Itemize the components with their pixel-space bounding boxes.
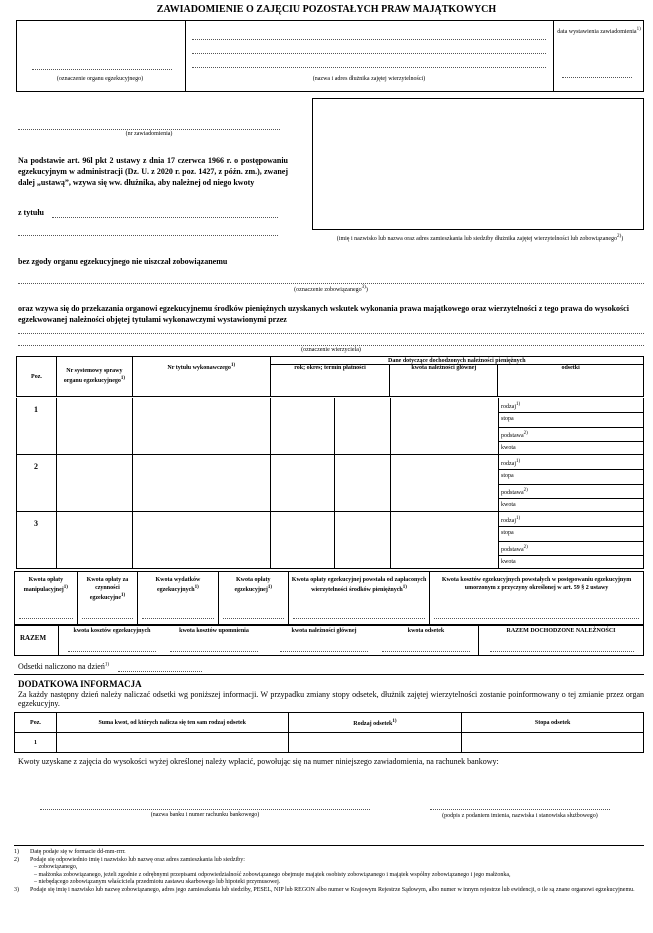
fee-label: Kwota opłaty za czynności egzekucyjne$^{1)}$ — [86, 577, 129, 601]
fee-cell[interactable] — [430, 572, 644, 626]
table-cell[interactable] — [133, 512, 269, 568]
fee-cell[interactable] — [77, 572, 138, 626]
debtor-line-2[interactable] — [192, 52, 546, 54]
table-cell[interactable] — [57, 512, 131, 568]
odsetki-kwota-label: kwota — [501, 444, 516, 451]
col-nr-sprawy: Nr systemowy sprawy organu egzekucyjnego$^{1)}$ — [56, 357, 132, 397]
table-cell[interactable] — [391, 512, 497, 568]
interest-date-field[interactable] — [118, 670, 202, 672]
odsetki-podstawa-label: podstawa$^{2)}$ — [501, 487, 528, 496]
no-consent-text: bez zgody organu egzekucyjnego nie uiszczał zobowiązanemu — [18, 257, 228, 266]
table-cell[interactable] — [133, 398, 269, 454]
col-kwota: kwota należności głównej — [390, 365, 498, 397]
debtor-line-3[interactable] — [192, 66, 546, 68]
z-tytulu-field[interactable] — [52, 216, 278, 218]
table-cell[interactable] — [271, 455, 333, 511]
call-text: oraz wzywa się do przekazania organowi egzekucyjnemu środków pieniężnych uzyskanych wskutek wykonania prawa majątkowego oraz wierzytelności z tego prawa do wysokości egzekwowanej należności objętej tytułami wykonawczymi wystawionymi przez — [18, 304, 629, 324]
table-cell[interactable] — [271, 398, 333, 454]
group-header: Dane dotyczące dochodzonych należności pieniężnych — [270, 357, 643, 365]
fee-label: Kwota kosztów egzekucyjnych powstałych w postępowaniu egzekucyjnym umorzonym z przyczyny określonej w art. 59 § 2 ustawy — [441, 577, 632, 591]
debtor-label: (nazwa i adres dłużnika zajętej wierzytelności) — [312, 76, 426, 82]
table-cell[interactable] — [335, 455, 389, 511]
interest-col-rodzaj: Rodzaj odsetek$^{1)}$ — [288, 713, 462, 733]
interest-cell-suma[interactable] — [56, 733, 288, 753]
interest-col-stopa: Stopa odsetek — [462, 713, 644, 733]
bank-field[interactable] — [40, 808, 370, 810]
z-tytulu-label: z tytułu — [18, 208, 44, 217]
fee-label: Kwota opłaty egzekucyjnej powstała od zapłaconych wierzytelności środków pieniężnych$^{1)}$ — [291, 577, 427, 593]
payment-text: Kwoty uzyskane z zajęcia do wysokości wyżej określonej należy wpłacić, powołując się na numer niniejszego zawiadomienia, na rachunek bankowy: — [18, 757, 499, 766]
obligor-label: (oznaczenie zobowiązanego$^{3)}$) — [294, 285, 368, 293]
fee-cell[interactable] — [15, 572, 78, 626]
fee-cell[interactable] — [288, 572, 429, 626]
odsetki-stopa-label: stopa — [501, 530, 514, 537]
odsetki-stopa-label: stopa — [501, 473, 514, 480]
fee-cell[interactable] — [138, 572, 218, 626]
razem-col-label: kwota odsetek — [407, 628, 445, 634]
table-cell[interactable] — [57, 398, 131, 454]
creditor-line-1[interactable] — [18, 332, 644, 334]
table-cell[interactable] — [57, 455, 131, 511]
footnote: – niebędącego zobowiązanym właściciela przedmiotu zastawu skarbowego lub hipoteki przymusowej. — [34, 879, 281, 885]
footnote: – małżonka zobowiązanego, jeżeli zgodnie z odrębnymi przepisami odpowiedzialność zobowiązanego obejmuje majątek osobisty zobowiązanego i majątek wspólny zobowiązanego i jego małżonka, — [34, 871, 511, 878]
col-rok: rok; okres; termin płatności — [270, 365, 390, 397]
obligor-field[interactable] — [18, 282, 644, 284]
razem-total-label: RAZEM DOCHODZONE NALEŻNOŚCI — [506, 628, 616, 634]
razem-col-field[interactable] — [382, 650, 470, 652]
interest-table — [14, 712, 644, 753]
fees-table — [14, 571, 644, 626]
razem-col-label: kwota kosztów egzekucyjnych — [73, 628, 151, 634]
interest-col-poz: Poz. — [15, 713, 57, 733]
fee-label: Kwota opłaty manipulacyjnej$^{1)}$ — [23, 577, 68, 593]
table-cell[interactable] — [391, 455, 497, 511]
interest-cell-rodzaj[interactable] — [288, 733, 462, 753]
additional-title: DODATKOWA INFORMACJA — [18, 679, 142, 689]
footnotes — [14, 849, 644, 894]
footnote: 3) Podaje się imię i nazwisko lub nazwę zobowiązanego, adres jego zamieszkania lub siedziby, PESEL, NIP lub REGON albo numer w Krajowym Rejestrze Sądowym, albo numer w innym rejestrze lub ewidencji, o ile są znane organowi egzekucyjnemu. — [14, 886, 635, 893]
footnote: 2) Podaje się odpowiednio imię i nazwisko lub nazwę oraz adres zamieszkania lub siedziby: — [14, 856, 245, 863]
razem-col-field[interactable] — [68, 650, 156, 652]
razem-col-label: kwota kosztów upomnienia — [179, 628, 249, 634]
razem-col-field[interactable] — [280, 650, 368, 652]
odsetki-podstawa-label: podstawa$^{2)}$ — [501, 544, 528, 553]
footnote: – zobowiązanego, — [34, 864, 78, 870]
interest-cell-stopa[interactable] — [462, 733, 644, 753]
fee-cell[interactable] — [218, 572, 288, 626]
z-tytulu-line-2[interactable] — [18, 234, 278, 236]
table-cell[interactable] — [335, 398, 389, 454]
creditor-label: (oznaczenie wierzyciela) — [301, 347, 361, 353]
legal-text: Na podstawie art. 96l pkt 2 ustawy z dnia 17 czerwca 1966 r. o postępowaniu egzekucyjnym w administracji (Dz. U. z 2020 r. poz. 1427, z późn. zm.), zwanej dalej „ustawą”, wzywa się ww. dłużnika, aby należnej od niego kwoty — [18, 156, 288, 187]
row-number: 2 — [34, 462, 38, 471]
col-nr-tytulu: Nr tytułu wykonawczego$^{1)}$ — [132, 357, 270, 397]
date-field[interactable] — [562, 76, 632, 78]
table-cell[interactable] — [271, 512, 333, 568]
col-poz: Poz. — [17, 357, 57, 397]
razem-col-field[interactable] — [170, 650, 258, 652]
additional-text: Za każdy następny dzień należy naliczać odsetki wg poniższej informacji. W przypadku zmiany stopy odsetek, dłużnik zajętej wierzytelności zostanie poinformowany o tej zmianie przez organ egzekucyjny. — [18, 690, 644, 708]
odsetki-rodzaj-label: rodzaj$^{1)}$ — [501, 402, 521, 410]
col-odsetki: odsetki — [498, 365, 644, 397]
signature-field[interactable] — [430, 808, 610, 810]
date-label: data wystawienia zawiadomienia$^{1)}$ — [557, 27, 641, 35]
creditor-field[interactable] — [18, 344, 644, 346]
bank-label: (nazwa banku i numer rachunku bankowego) — [150, 812, 260, 818]
odsetki-rodzaj-label: rodzaj$^{1)}$ — [501, 459, 521, 467]
odsetki-podstawa-label: podstawa$^{2)}$ — [501, 430, 528, 439]
interest-col-suma: Suma kwot, od których nalicza się ten sam rodzaj odsetek — [56, 713, 288, 733]
address-box[interactable] — [312, 98, 644, 230]
footnote: 1) Datę podaje się w formacie dd-mm-rrrr. — [14, 849, 126, 855]
odsetki-kwota-label: kwota — [501, 501, 516, 508]
signature-label: (podpis z podaniem imienia, nazwiska i stanowiska służbowego) — [442, 813, 598, 819]
interest-calc: Odsetki naliczono na dzień$^{1)}$ — [18, 662, 110, 671]
notice-number-label: (nr zawiadomienia) — [125, 131, 173, 137]
row-number: 3 — [34, 519, 38, 528]
odsetki-stopa-label: stopa — [501, 416, 514, 423]
fee-label: Kwota wydatków egzekucyjnych$^{1)}$ — [155, 577, 201, 593]
table-cell[interactable] — [391, 398, 497, 454]
debtor-line-1[interactable] — [192, 38, 546, 40]
table-cell[interactable] — [133, 455, 269, 511]
odsetki-kwota-label: kwota — [501, 558, 516, 565]
organ-field[interactable] — [32, 68, 172, 70]
odsetki-rodzaj-label: rodzaj$^{1)}$ — [501, 516, 521, 524]
interest-row-poz: 1 — [15, 733, 57, 753]
row-number: 1 — [34, 405, 38, 414]
razem-total-field[interactable] — [490, 650, 634, 652]
page-title: ZAWIADOMIENIE O ZAJĘCIU POZOSTAŁYCH PRAW MAJĄTKOWYCH — [156, 4, 497, 15]
razem-label: RAZEM — [20, 634, 47, 642]
fee-label: Kwota opłaty egzekucyjnej$^{1)}$ — [234, 577, 272, 593]
organ-label: (oznaczenie organu egzekucyjnego) — [56, 76, 144, 82]
table-cell[interactable] — [335, 512, 389, 568]
notice-number-field[interactable] — [18, 128, 280, 130]
razem-col-label: kwota należności głównej — [291, 628, 357, 634]
claims-table — [16, 356, 644, 397]
address-box-label: (imię i nazwisko lub nazwa oraz adres zamieszkania lub siedziby dłużnika zajętej wierzytelności lub zobowiązanego$^{2)}$) — [336, 234, 624, 242]
